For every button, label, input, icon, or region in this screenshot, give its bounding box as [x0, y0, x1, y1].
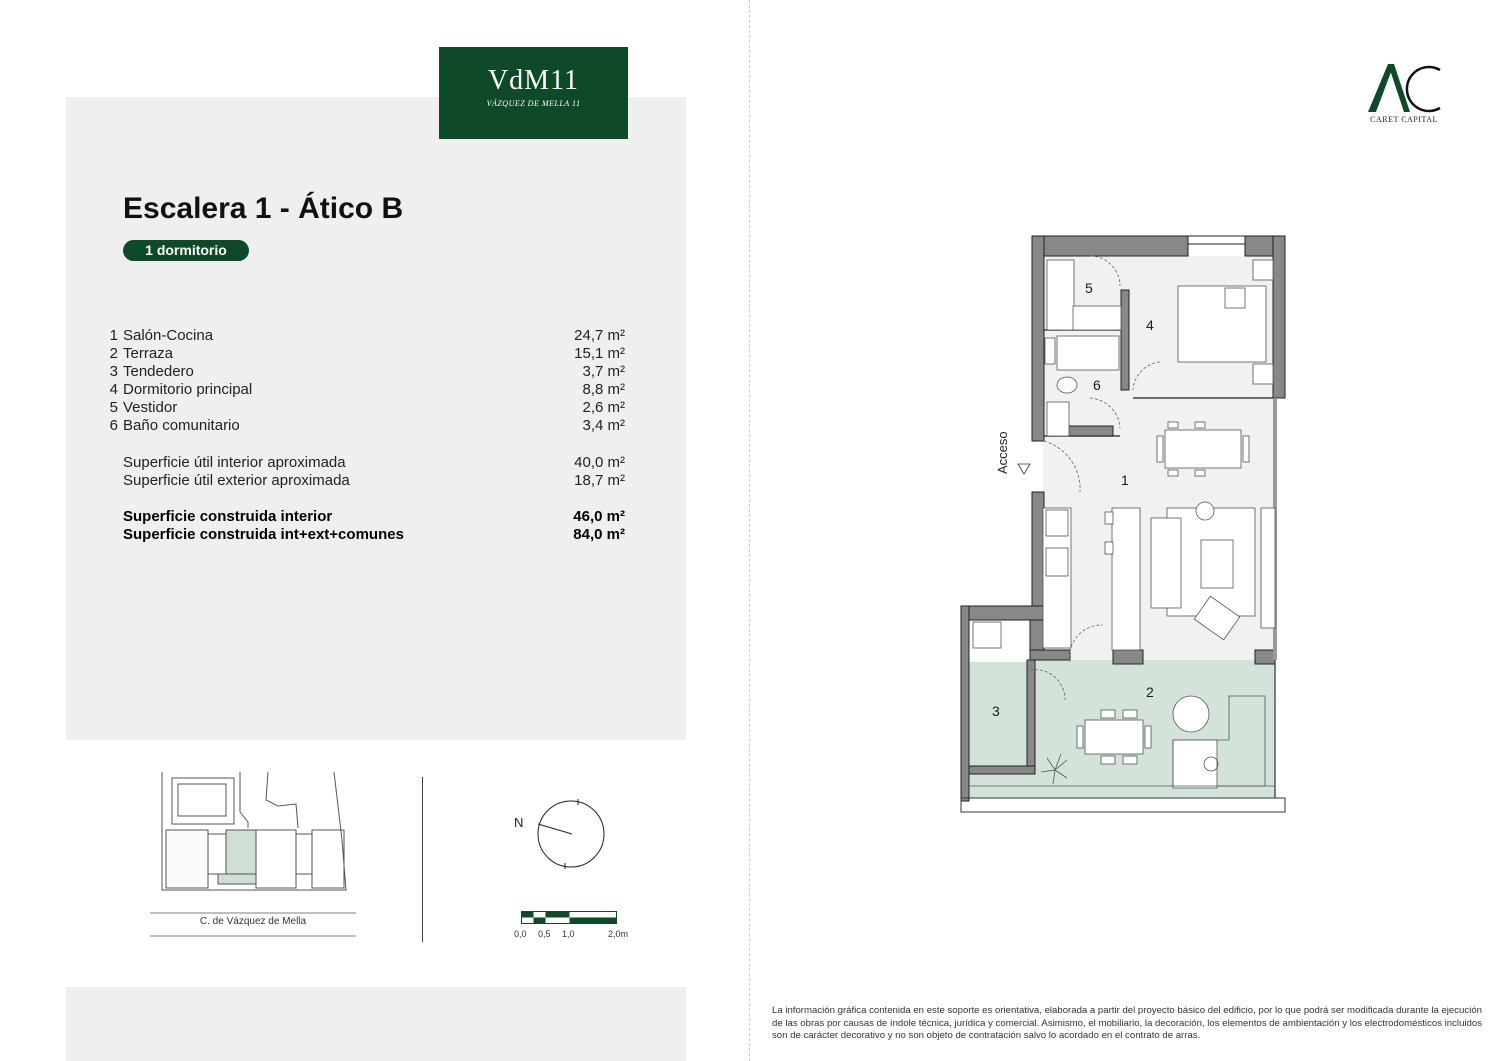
room-row: [100, 399, 625, 417]
room-row: [100, 345, 625, 363]
brand-title: VdM11: [487, 65, 580, 96]
page-divider: [749, 0, 750, 1061]
floor-plan: [955, 230, 1295, 820]
surface-name: Superficie útil interior aproximada: [123, 454, 346, 471]
ac-monogram-icon: [1362, 58, 1446, 116]
site-key-plan: [148, 770, 360, 940]
built-name: Superficie construida interior: [123, 508, 333, 525]
room-area: 24,7 m²: [574, 327, 625, 344]
room-row: [100, 381, 625, 399]
room-area: 8,8 m²: [582, 381, 625, 398]
scale-label: 0,5: [538, 929, 551, 939]
room-label-3: 3: [992, 703, 1000, 719]
room-number: 6: [109, 417, 118, 434]
room-name: Vestidor: [123, 399, 178, 416]
bedroom-badge: 1 dormitorio: [123, 240, 249, 261]
room-row: [100, 327, 625, 345]
surface-row: [100, 454, 625, 472]
room-label-4: 4: [1146, 317, 1154, 333]
logo-name: CARET CAPITAL: [1370, 115, 1438, 124]
built-area: 46,0 m²: [573, 508, 625, 525]
room-row: [100, 363, 625, 381]
room-area: 3,7 m²: [582, 363, 625, 380]
room-number: 4: [109, 381, 118, 398]
built-row: [100, 508, 625, 526]
surface-area: 40,0 m²: [574, 454, 625, 471]
caret-capital-logo: [1362, 58, 1446, 128]
room-name: Dormitorio principal: [123, 381, 253, 398]
room-number: 3: [109, 363, 118, 380]
brand-subtitle: VÁZQUEZ DE MELLA 11: [486, 99, 581, 108]
room-label-5: 5: [1085, 280, 1093, 296]
room-name: Tendedero: [123, 363, 194, 380]
scale-label: 2,0m: [608, 929, 629, 939]
room-name: Salón-Cocina: [123, 327, 214, 344]
built-area: 84,0 m²: [573, 526, 625, 543]
disclaimer-text: La información gráfica contenida en este soporte es orientativa, elaborada a partir del proyecto básico del edificio, por lo que podrá ser modificada durante la ejecución de las obras por causas de índole técnica, jurídica y comercial. Asimismo, el mobiliario, la decoración, los elementos de ambientación y los electrodomésticos incluidos son de carácter decorativo y no son objeto de contratación salvo lo acordado en el contrato de arras.: [772, 1005, 1482, 1041]
room-number: 1: [109, 327, 118, 344]
room-label-6: 6: [1093, 377, 1101, 393]
unit-title: Escalera 1 - Ático B: [123, 192, 404, 225]
built-row: [100, 526, 625, 544]
north-compass-icon: [530, 796, 610, 876]
room-area: 3,4 m²: [582, 417, 625, 434]
scale-label: 1,0: [562, 929, 575, 939]
surface-row: [100, 472, 625, 490]
room-number: 2: [109, 345, 118, 362]
surface-name: Superficie útil exterior aproximada: [123, 472, 350, 489]
footer-panel: [66, 987, 686, 1061]
room-name: Terraza: [123, 345, 174, 362]
access-label: Acceso: [995, 431, 1010, 474]
north-label: N: [514, 815, 524, 830]
room-area: 15,1 m²: [574, 345, 625, 362]
room-label-2: 2: [1146, 684, 1154, 700]
room-area: 2,6 m²: [582, 399, 625, 416]
room-label-1: 1: [1121, 472, 1129, 488]
built-name: Superficie construida int+ext+comunes: [123, 526, 404, 543]
brand-box: [439, 47, 628, 139]
separator-line: [422, 777, 423, 942]
scale-bar: [521, 911, 621, 927]
room-number: 5: [109, 399, 118, 416]
access-arrow-icon: [1018, 464, 1030, 474]
surface-area: 18,7 m²: [574, 472, 625, 489]
room-row: [100, 417, 625, 435]
room-name: Baño comunitario: [123, 417, 240, 434]
scale-label: 0,0: [514, 929, 527, 939]
street-label: C. de Vázquez de Mella: [199, 916, 307, 927]
